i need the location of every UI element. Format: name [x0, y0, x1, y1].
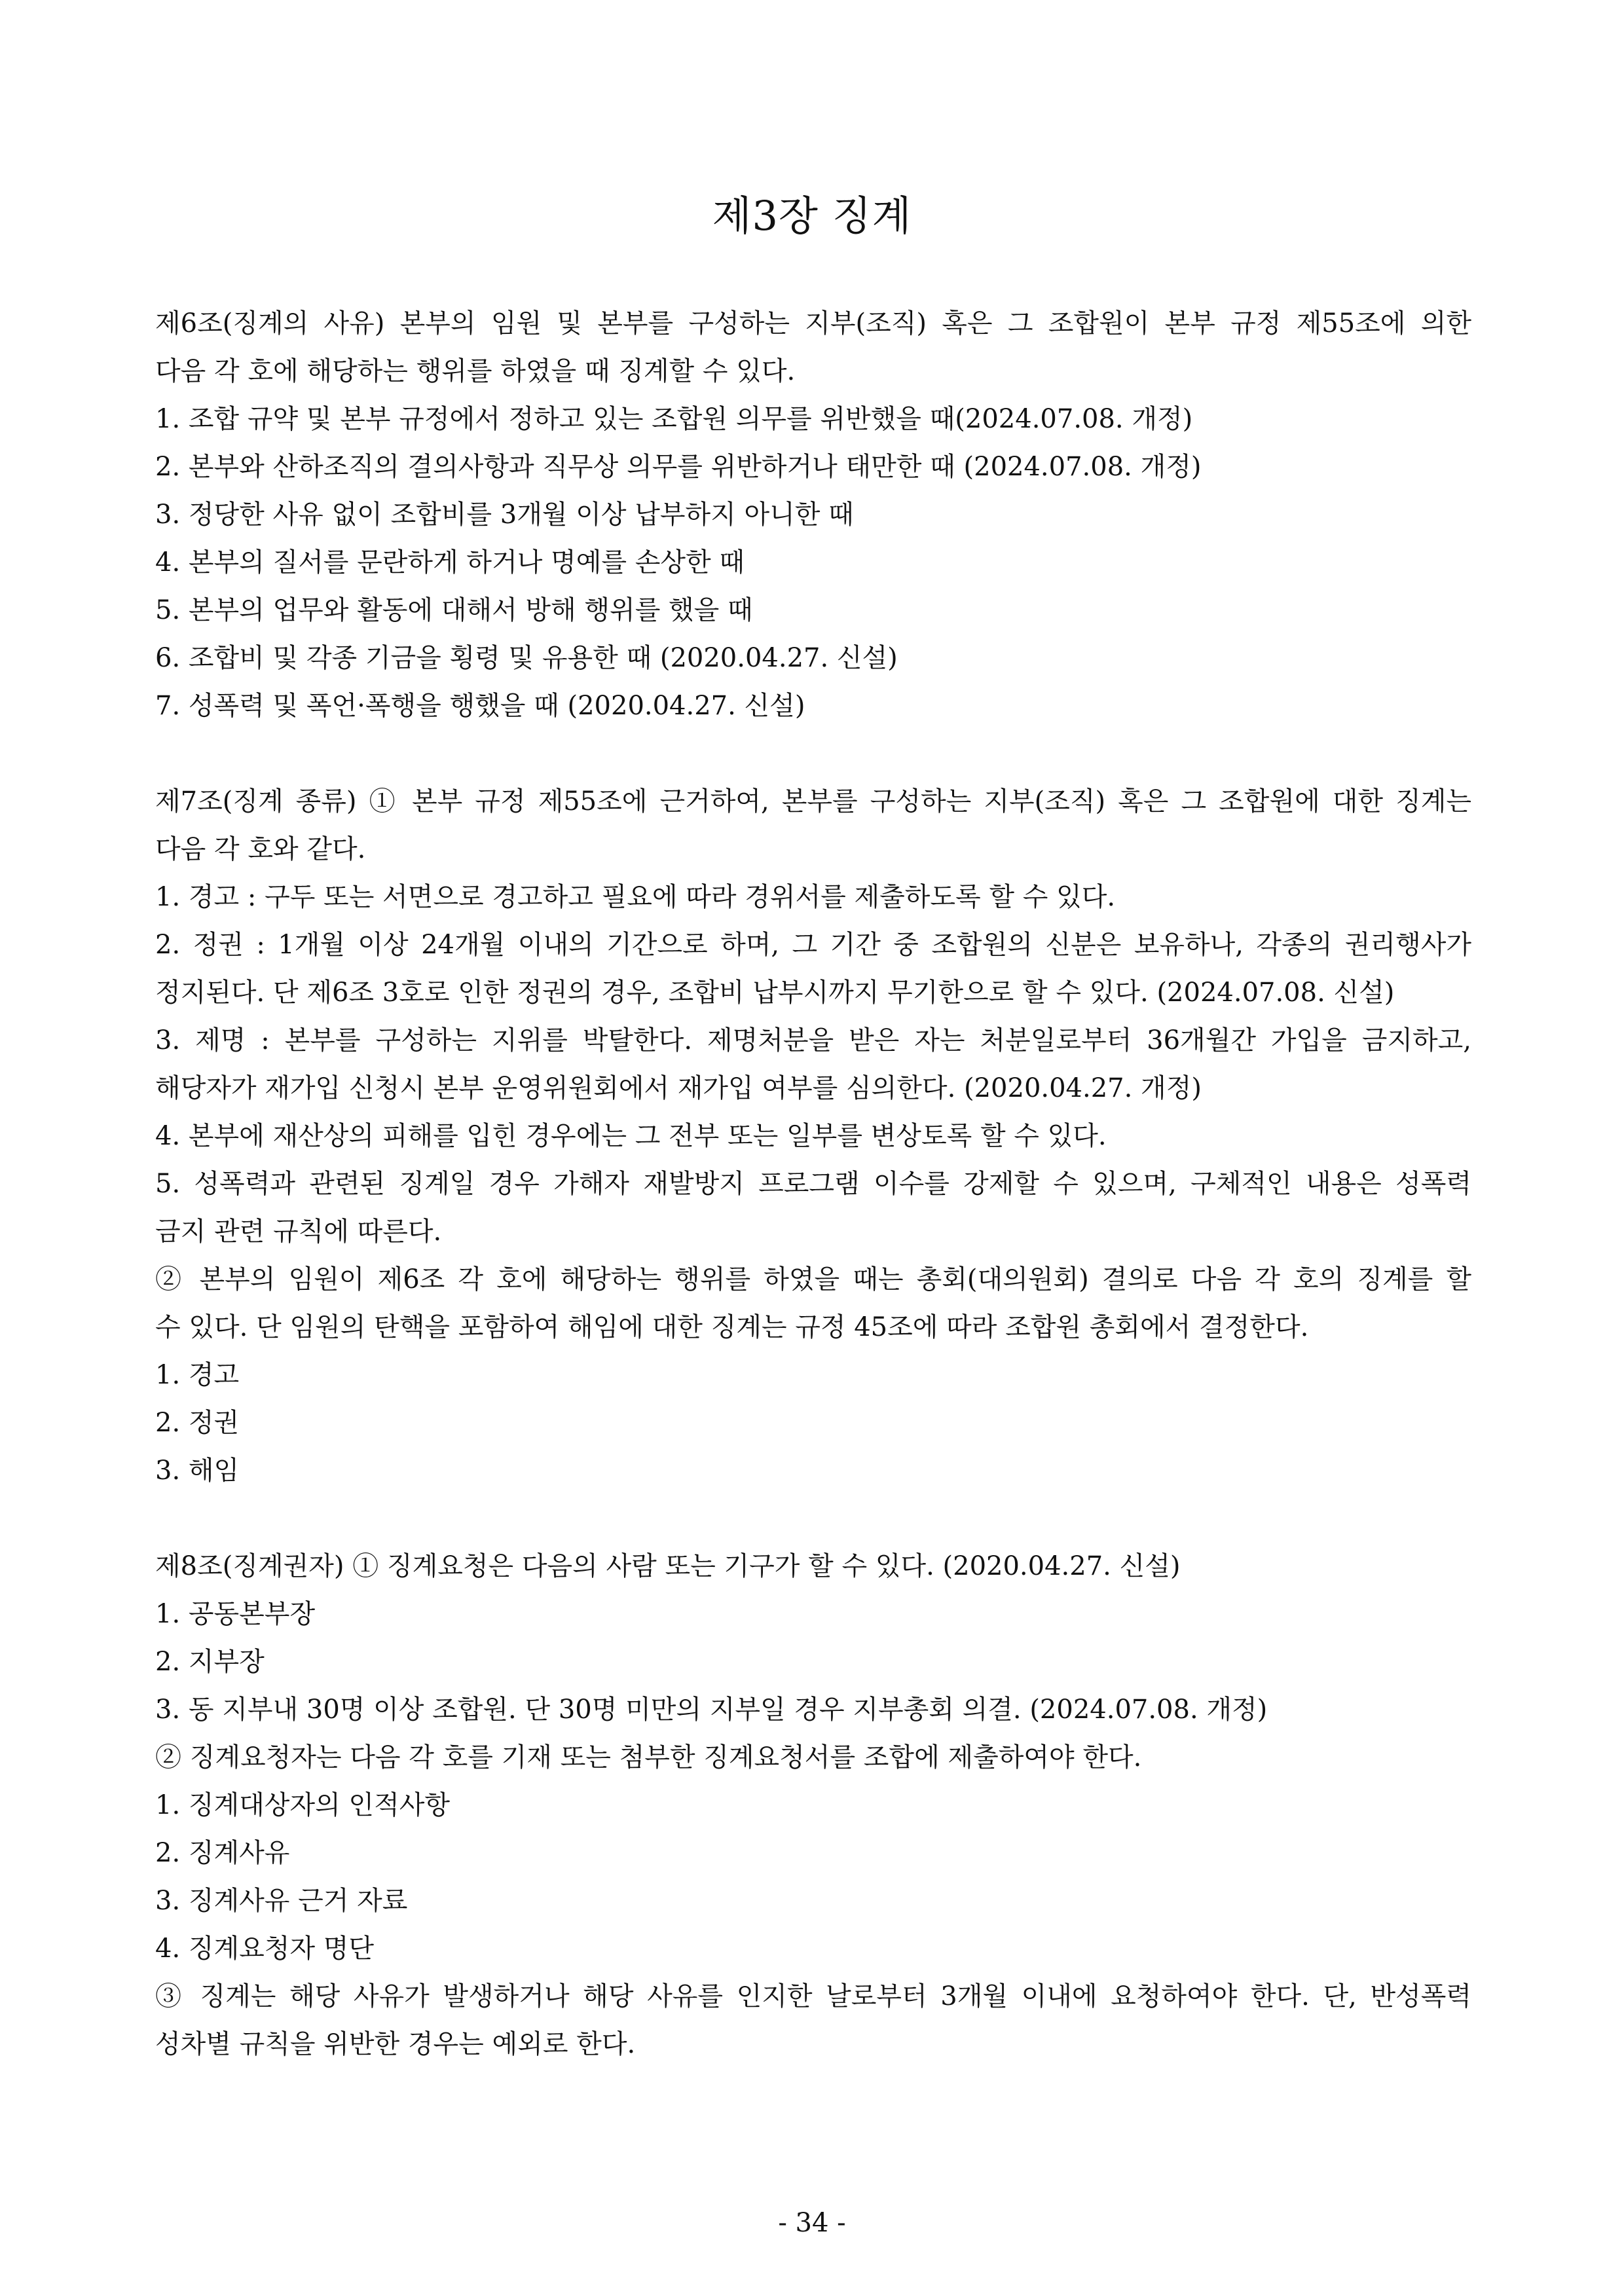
list-item: 5. 성폭력과 관련된 징계일 경우 가해자 재발방지 프로그램 이수를 강제할 수 있으며, 구체적인 내용은 성폭력 [155, 1169, 1471, 1199]
list-item: 4. 본부의 질서를 문란하게 하거나 명예를 손상한 때 [155, 547, 745, 578]
list-item: 1. 징계대상자의 인적사항 [155, 1790, 450, 1820]
article-8-paragraph-3-cont: 성차별 규칙을 위반한 경우는 예외로 한다. [155, 2029, 636, 2059]
article-8-paragraph-2: ② 징계요청자는 다음 각 호를 기재 또는 첨부한 징계요청서를 조합에 제출하여야 한다. [155, 1742, 1142, 1772]
list-item: 1. 경고 : 구두 또는 서면으로 경고하고 필요에 따라 경위서를 제출하도록 할 수 있다. [155, 882, 1116, 912]
article-6-heading-cont: 다음 각 호에 해당하는 행위를 하였을 때 징계할 수 있다. [155, 356, 796, 386]
page-number: - 34 - [778, 2208, 846, 2238]
document-body [155, 300, 1471, 2068]
list-item-cont: 해당자가 재가입 신청시 본부 운영위원회에서 재가입 여부를 심의한다. (2020.04.27. 개정) [155, 1073, 1202, 1103]
list-item: 2. 본부와 산하조직의 결의사항과 직무상 의무를 위반하거나 태만한 때 (2024.07.08. 개정) [155, 452, 1202, 482]
list-item: 1. 조합 규약 및 본부 규정에서 정하고 있는 조합원 의무를 위반했을 때(2024.07.08. 개정) [155, 404, 1193, 434]
list-item: 3. 동 지부내 30명 이상 조합원. 단 30명 미만의 지부일 경우 지부총회 의결. (2024.07.08. 개정) [155, 1695, 1268, 1725]
list-item: 1. 경고 [155, 1360, 240, 1390]
paragraph-gap [155, 1495, 1471, 1543]
article-6-heading: 제6조(징계의 사유) 본부의 임원 및 본부를 구성하는 지부(조직) 혹은 그 조합원이 본부 규정 제55조에 의한 [155, 308, 1471, 339]
list-item: 4. 본부에 재산상의 피해를 입힌 경우에는 그 전부 또는 일부를 변상토록 할 수 있다. [155, 1121, 1107, 1151]
article-7-paragraph-2: ② 본부의 임원이 제6조 각 호에 해당하는 행위를 하였을 때는 총회(대의원회) 결의로 다음 각 호의 징계를 할 [155, 1264, 1471, 1294]
article-7-heading: 제7조(징계 종류) ① 본부 규정 제55조에 근거하여, 본부를 구성하는 지부(조직) 혹은 그 조합원에 대한 징계는 [155, 786, 1471, 817]
list-item: 3. 제명 : 본부를 구성하는 지위를 박탈한다. 제명처분을 받은 자는 처분일로부터 36개월간 가입을 금지하고, [155, 1025, 1471, 1056]
list-item: 2. 지부장 [155, 1647, 265, 1677]
article-7-paragraph-2-cont: 수 있다. 단 임원의 탄핵을 포함하여 해임에 대한 징계는 규정 45조에 따라 조합원 총회에서 결정한다. [155, 1312, 1309, 1342]
list-item: 3. 해임 [155, 1456, 240, 1486]
list-item-cont: 금지 관련 규칙에 따른다. [155, 1217, 442, 1247]
article-7-heading-cont: 다음 각 호와 같다. [155, 834, 366, 864]
list-item-cont: 정지된다. 단 제6조 3호로 인한 정권의 경우, 조합비 납부시까지 무기한으로 할 수 있다. (2024.07.08. 신설) [155, 978, 1395, 1008]
article-8-heading: 제8조(징계권자) ① 징계요청은 다음의 사람 또는 기구가 할 수 있다. (2020.04.27. 신설) [155, 1551, 1181, 1581]
list-item: 6. 조합비 및 각종 기금을 횡령 및 유용한 때 (2020.04.27. 신설) [155, 643, 898, 673]
list-item: 7. 성폭력 및 폭언·폭행을 행했을 때 (2020.04.27. 신설) [155, 691, 805, 721]
chapter-title: 제3장 징계 [712, 192, 912, 240]
list-item: 5. 본부의 업무와 활동에 대해서 방해 행위를 했을 때 [155, 595, 753, 625]
list-item: 3. 징계사유 근거 자료 [155, 1886, 408, 1916]
list-item: 2. 징계사유 [155, 1838, 290, 1868]
article-8-paragraph-3: ③ 징계는 해당 사유가 발생하거나 해당 사유를 인지한 날로부터 3개월 이내에 요청하여야 한다. 단, 반성폭력 [155, 1981, 1471, 2011]
list-item: 2. 정권 : 1개월 이상 24개월 이내의 기간으로 하며, 그 기간 중 조합원의 신분은 보유하나, 각종의 권리행사가 [155, 930, 1471, 960]
paragraph-gap [155, 730, 1471, 778]
list-item: 1. 공동본부장 [155, 1599, 316, 1629]
list-item: 3. 정당한 사유 없이 조합비를 3개월 이상 납부하지 아니한 때 [155, 500, 854, 530]
list-item: 4. 징계요청자 명단 [155, 1934, 375, 1964]
list-item: 2. 정권 [155, 1408, 240, 1438]
